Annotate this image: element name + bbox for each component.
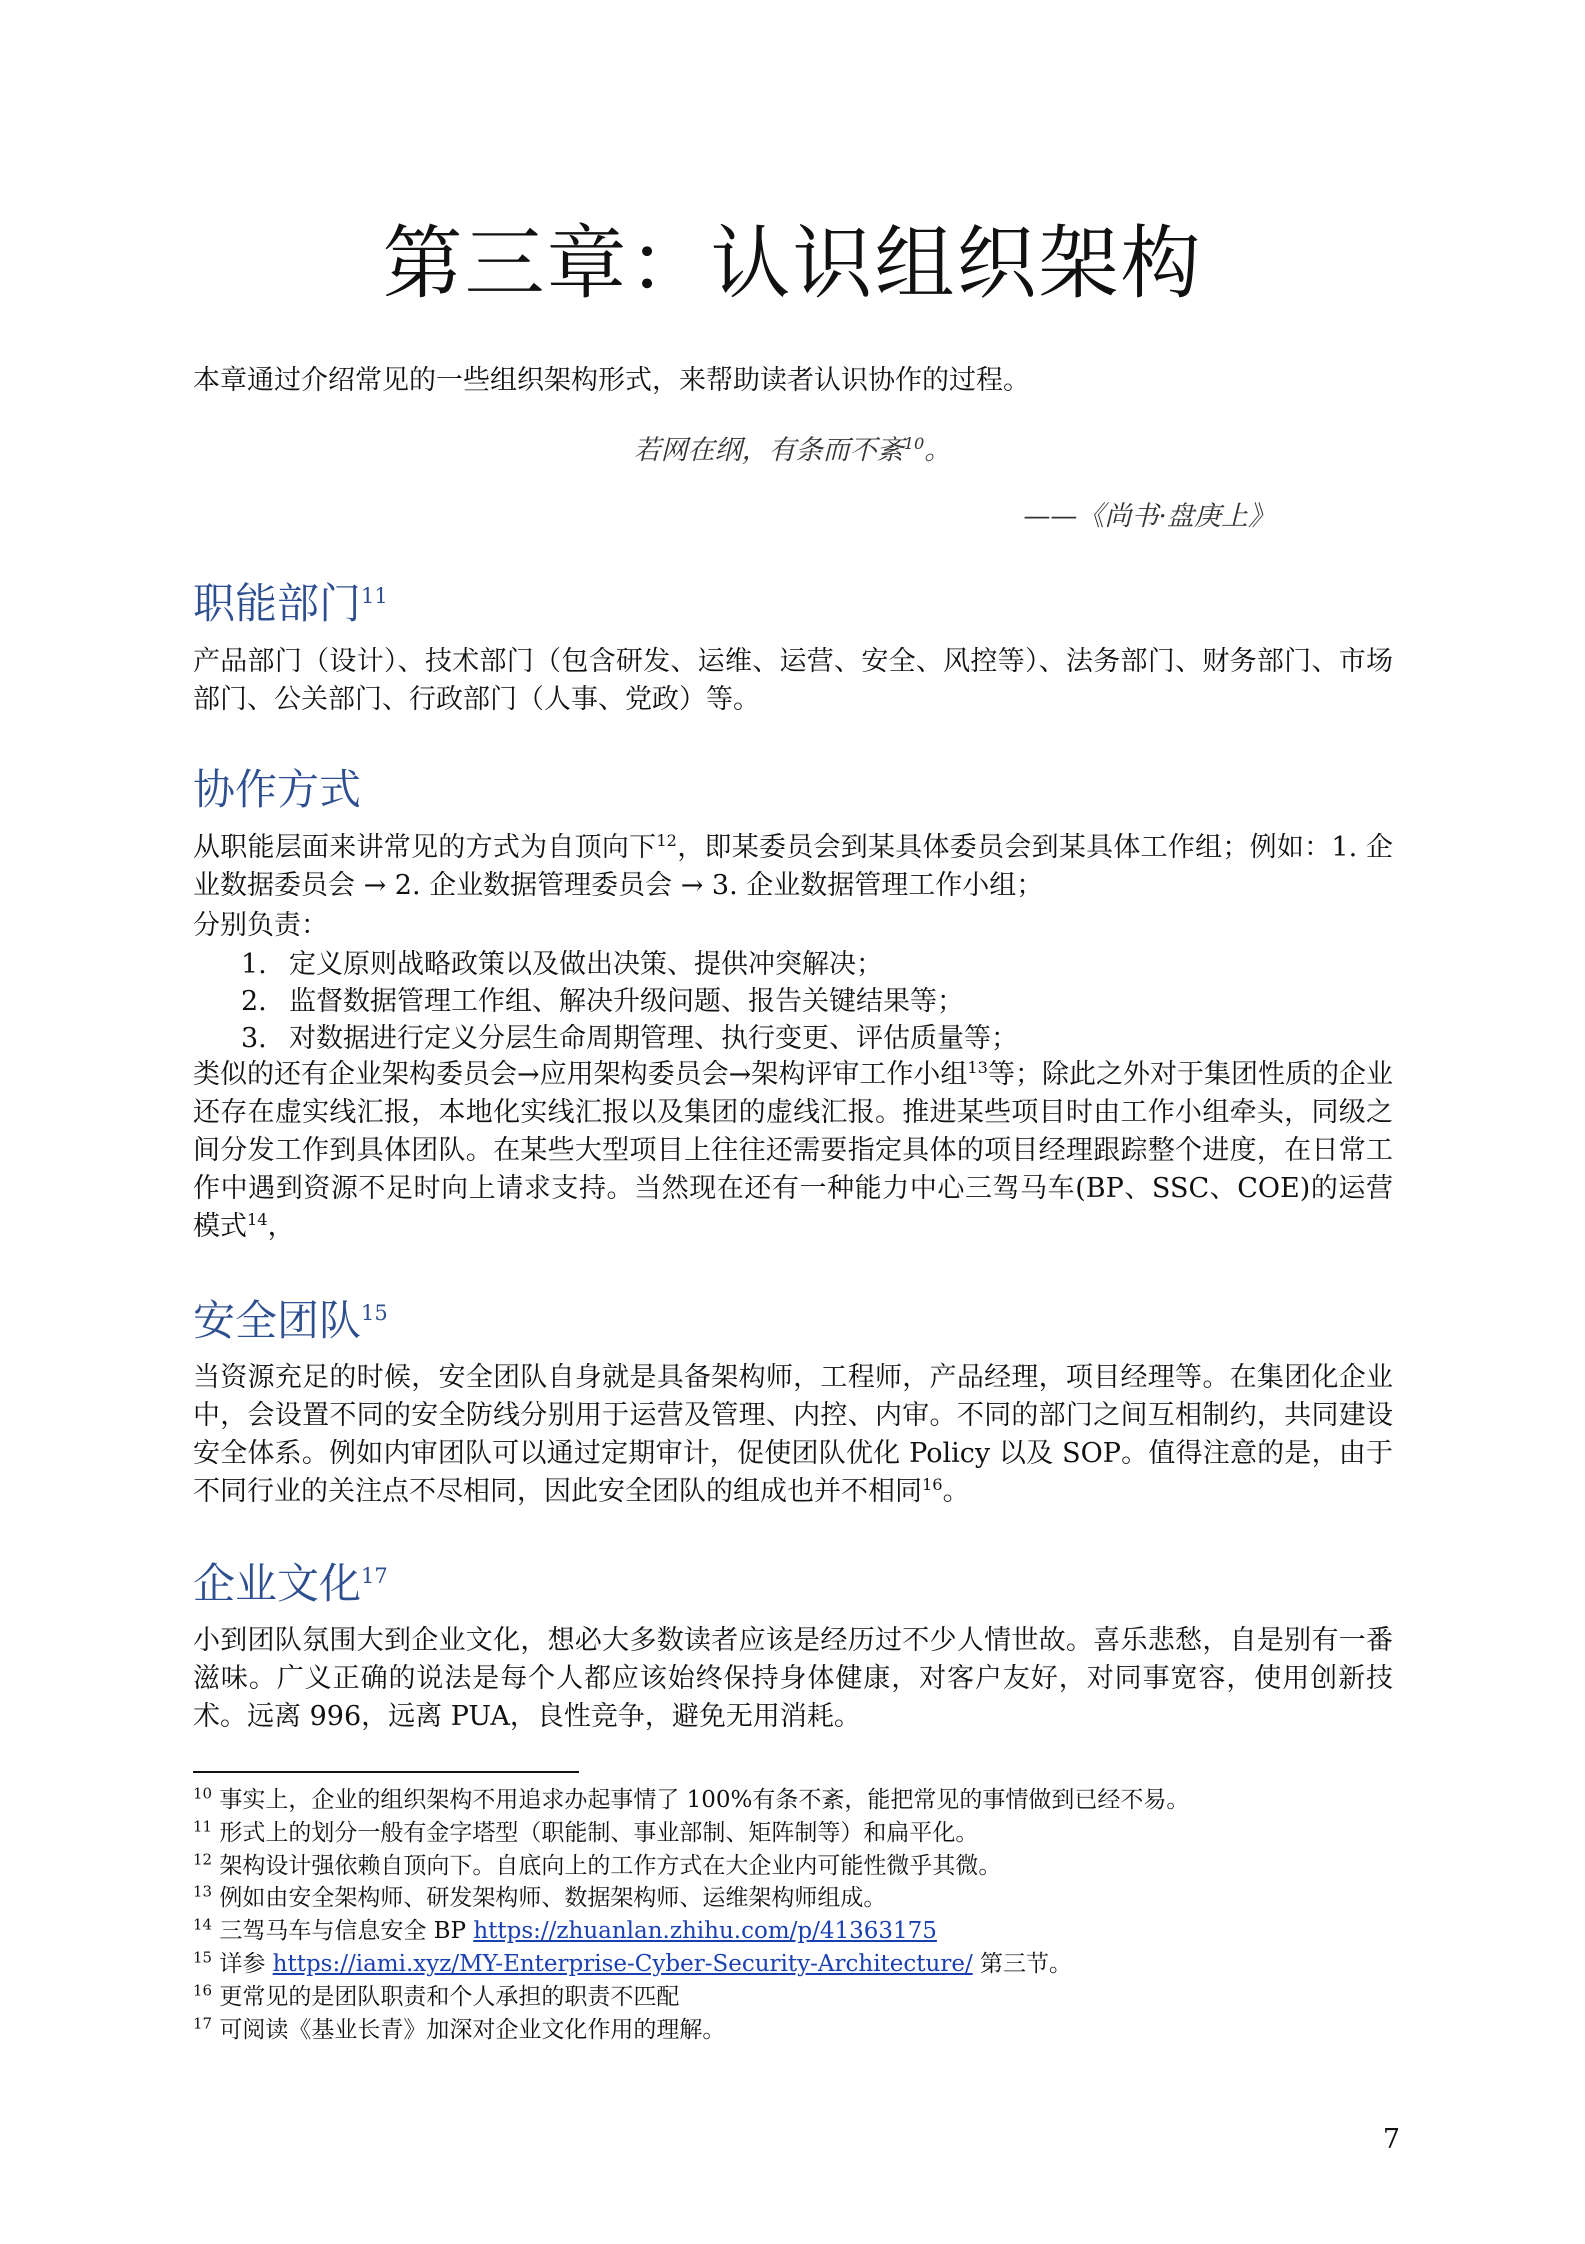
footnotes-list xyxy=(193,1784,1189,2046)
list-item-number: 1. xyxy=(241,949,267,980)
footnote-item xyxy=(193,1882,1189,1915)
footnote-number: 11 xyxy=(193,1817,213,1836)
footnote-ref[interactable]: 17 xyxy=(361,1564,388,1588)
footnote-number: 10 xyxy=(193,1784,213,1803)
list-item-text: 对数据进行定义分层生命周期管理、执行变更、评估质量等； xyxy=(289,1023,1018,1054)
collab-text-e: ， xyxy=(267,1211,295,1242)
section-heading-culture xyxy=(193,1556,388,1612)
collab-text-d: 等；除此之外对于集团性质的企业还存在虚实线汇报，本地化实线汇报以及集团的虚线汇报。推进某些项目时由工作小组牵头，同级之间分发工作到具体团队。在某些大型项目上往往还需要指定具体的项目经理跟踪整个进度，在日常工作中遇到资源不足时向上请求支持。当然现在还有一种能力中心三驾马车(BP、SSC、COE)的运营模式 xyxy=(193,1059,1394,1242)
footnote-after: 第三节。 xyxy=(972,1950,1073,1977)
epigraph-text: 若网在纲，有条而不紊 xyxy=(633,435,904,466)
footnote-ref[interactable]: 16 xyxy=(922,1475,943,1494)
footnote-text: 例如由安全架构师、研发架构师、数据架构师、运维架构师组成。 xyxy=(219,1885,887,1912)
footnote-item xyxy=(193,1915,1189,1948)
footnote-ref[interactable]: 12 xyxy=(656,831,677,850)
footnote-item xyxy=(193,1948,1189,1981)
heading-text: 企业文化 xyxy=(193,1559,362,1608)
footnote-link[interactable]: https://iami.xyz/MY-Enterprise-Cyber-Security-Architecture/ xyxy=(272,1950,973,1977)
footnote-ref[interactable]: 14 xyxy=(247,1210,268,1229)
collab-paragraph-1 xyxy=(193,829,1393,905)
list-item-text: 监督数据管理工作组、解决升级问题、报告关键结果等； xyxy=(289,986,964,1017)
footnote-ref[interactable]: 10 xyxy=(903,434,925,453)
page-number: 7 xyxy=(1382,2124,1400,2155)
footnote-number: 16 xyxy=(193,1981,213,2000)
collab-text-c: 类似的还有企业架构委员会→应用架构委员会→架构评审工作小组 xyxy=(193,1059,968,1090)
section-heading-functional xyxy=(193,576,388,632)
footnote-ref[interactable]: 13 xyxy=(967,1058,988,1077)
heading-text: 协作方式 xyxy=(193,765,362,814)
footnote-text: 三驾马车与信息安全 BP xyxy=(219,1918,474,1945)
chapter-intro: 本章通过介绍常见的一些组织架构形式，来帮助读者认识协作的过程。 xyxy=(193,365,1030,396)
footnote-item xyxy=(193,1981,1189,2014)
chapter-title: 第三章：认识组织架构 xyxy=(382,217,1203,310)
collab-text-b: ，即某委员会到某具体委员会到某具体工作组；例如：1. 企业数据委员会 → 2. 企业数据管理委员会 → 3. 企业数据管理工作小组； xyxy=(193,832,1394,901)
footnote-text: 详参 xyxy=(219,1950,273,1977)
footnote-divider xyxy=(193,1771,579,1773)
functional-body: 产品部门（设计）、技术部门（包含研发、运维、运营、安全、风控等）、法务部门、财务部门、市场部门、公关部门、行政部门（人事、党政）等。 xyxy=(193,646,1393,715)
footnote-ref[interactable]: 15 xyxy=(361,1301,388,1325)
list-item-text: 定义原则战略政策以及做出决策、提供冲突解决； xyxy=(289,949,883,980)
footnote-number: 13 xyxy=(193,1882,213,1901)
footnote-ref[interactable]: 11 xyxy=(361,584,388,608)
list-item xyxy=(193,983,1018,1020)
footnote-text: 可阅读《基业长青》加深对企业文化作用的理解。 xyxy=(219,2016,726,2043)
footnote-link[interactable]: https://zhuanlan.zhihu.com/p/41363175 xyxy=(473,1918,937,1945)
security-text-end: 。 xyxy=(942,1476,970,1507)
collab-paragraph-2: 分别负责： xyxy=(193,910,328,941)
footnote-item xyxy=(193,1850,1189,1883)
footnote-number: 14 xyxy=(193,1915,213,1934)
security-text: 当资源充足的时候，安全团队自身就是具备架构师，工程师，产品经理，项目经理等。在集团化企业中，会设置不同的安全防线分别用于运营及管理、内控、内审。不同的部门之间互相制约，共同建设安全体系。例如内审团队可以通过定期审计，促使团队优化 Policy 以及 SOP。值得注意的是，由于不同行业的关注点不尽相同，因此安全团队的组成也并不相同 xyxy=(193,1362,1393,1507)
footnote-number: 17 xyxy=(193,2013,213,2032)
heading-text: 安全团队 xyxy=(193,1296,362,1345)
epigraph-end: 。 xyxy=(924,435,952,466)
heading-text: 职能部门 xyxy=(193,579,362,628)
footnote-number: 12 xyxy=(193,1849,213,1868)
footnote-number: 15 xyxy=(193,1948,213,1967)
list-item-number: 2. xyxy=(241,986,267,1017)
list-item xyxy=(193,946,1018,983)
section-heading-collab xyxy=(193,762,361,818)
collab-paragraph-3 xyxy=(193,1056,1393,1246)
footnote-text: 架构设计强依赖自顶向下。自底向上的工作方式在大企业内可能性微乎其微。 xyxy=(219,1852,1002,1879)
collab-text-a: 从职能层面来讲常见的方式为自顶向下 xyxy=(193,832,657,863)
section-heading-security xyxy=(193,1293,388,1349)
footnote-item xyxy=(193,2014,1189,2047)
footnote-item xyxy=(193,1817,1189,1850)
epigraph-source: ——《尚书·盘庚上》 xyxy=(1023,501,1275,532)
list-item xyxy=(193,1020,1018,1057)
footnote-text: 事实上，企业的组织架构不用追求办起事情了 100%有条不紊，能把常见的事情做到已经不易。 xyxy=(219,1787,1190,1813)
epigraph-quote xyxy=(0,428,1585,467)
footnote-item xyxy=(193,1784,1189,1817)
security-body xyxy=(193,1359,1393,1511)
footnote-text: 形式上的划分一般有金字塔型（职能制、事业部制、矩阵制等）和扁平化。 xyxy=(219,1819,979,1846)
responsibility-list xyxy=(193,946,1018,1057)
culture-body: 小到团队氛围大到企业文化，想必大多数读者应该是经历过不少人情世故。喜乐悲愁，自是别有一番滋味。广义正确的说法是每个人都应该始终保持身体健康，对客户友好，对同事宽容，使用创新技术。远离 996，远离 PUA，良性竞争，避免无用消耗。 xyxy=(193,1625,1393,1732)
footnote-text: 更常见的是团队职责和个人承担的职责不匹配 xyxy=(219,1983,680,2010)
list-item-number: 3. xyxy=(241,1023,267,1054)
